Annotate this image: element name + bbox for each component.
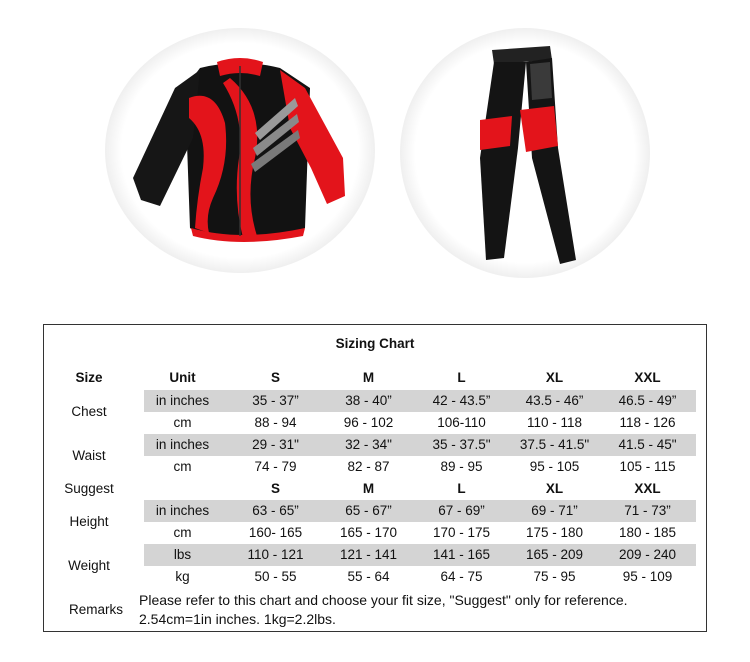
chest-cm-m: 96 - 102 xyxy=(343,415,394,430)
chest-cm-l: 106-110 xyxy=(437,415,486,430)
weight-kg-m: 55 - 64 xyxy=(347,569,390,584)
weight-lbs-s: 110 - 121 xyxy=(247,547,304,562)
weight-lbs-xxl: 209 - 240 xyxy=(618,547,677,562)
cycling-jersey-icon xyxy=(105,28,375,273)
waist-cm-unit: cm xyxy=(173,459,192,474)
jersey-photo xyxy=(105,28,375,273)
chest-inches-unit: in inches xyxy=(155,393,210,408)
suggest-label: Suggest xyxy=(64,481,114,496)
height-cm-unit: cm xyxy=(173,525,192,540)
chest-inches-s: 35 - 37” xyxy=(252,393,299,408)
height-inches-s: 63 - 65” xyxy=(252,503,299,518)
sizing-chart xyxy=(43,324,707,632)
waist-inches-xxl: 41.5 - 45" xyxy=(618,437,677,452)
weight-kg-unit: kg xyxy=(175,569,190,584)
height-inches-m: 65 - 67” xyxy=(345,503,392,518)
waist-inches-m: 32 - 34" xyxy=(345,437,392,452)
chest-cm-xxl: 118 - 126 xyxy=(619,415,676,430)
remarks-line-2: 2.54cm=1in inches. 1kg=2.2lbs. xyxy=(139,611,336,627)
weight-lbs-unit: lbs xyxy=(173,547,192,562)
height-inches-unit: in inches xyxy=(155,503,210,518)
remarks-line-1: Please refer to this chart and choose your fit size, "Suggest" only for reference. xyxy=(139,592,628,608)
height-inches-xl: 69 - 71” xyxy=(531,503,578,518)
tights-photo xyxy=(400,28,650,278)
remarks-label: Remarks xyxy=(68,602,123,617)
suggest-size-xl: XL xyxy=(545,481,564,496)
suggest-size-s: S xyxy=(270,481,280,496)
height-label: Height xyxy=(69,514,109,529)
weight-kg-xl: 75 - 95 xyxy=(533,569,576,584)
weight-lbs-xl: 165 - 209 xyxy=(525,547,584,562)
waist-inches-s: 29 - 31" xyxy=(252,437,299,452)
chest-inches-m: 38 - 40” xyxy=(345,393,392,408)
weight-kg-s: 50 - 55 xyxy=(254,569,297,584)
header-size-s: S xyxy=(270,370,280,385)
header-size-xl: XL xyxy=(545,370,564,385)
chart-title: Sizing Chart xyxy=(335,336,415,351)
height-inches-xxl: 71 - 73” xyxy=(624,503,671,518)
waist-inches-l: 35 - 37.5" xyxy=(432,437,491,452)
height-cm-l: 170 - 175 xyxy=(432,525,491,540)
header-unit: Unit xyxy=(169,370,196,385)
height-cm-m: 165 - 170 xyxy=(339,525,398,540)
height-cm-xl: 175 - 180 xyxy=(525,525,584,540)
waist-cm-xxl: 105 - 115 xyxy=(619,459,676,474)
waist-cm-m: 82 - 87 xyxy=(347,459,390,474)
header-size-xxl: XXL xyxy=(634,370,661,385)
header-size-m: M xyxy=(362,370,375,385)
weight-label: Weight xyxy=(68,558,110,573)
chest-inches-xl: 43.5 - 46” xyxy=(525,393,584,408)
weight-kg-l: 64 - 75 xyxy=(440,569,483,584)
chest-label: Chest xyxy=(71,404,107,419)
waist-inches-xl: 37.5 - 41.5" xyxy=(519,437,590,452)
chest-inches-xxl: 46.5 - 49” xyxy=(618,393,677,408)
header-size-l: L xyxy=(457,370,466,385)
suggest-size-m: M xyxy=(362,481,375,496)
weight-lbs-m: 121 - 141 xyxy=(339,547,398,562)
chest-cm-s: 88 - 94 xyxy=(254,415,297,430)
remarks-text xyxy=(139,591,699,629)
waist-cm-xl: 95 - 105 xyxy=(529,459,580,474)
chest-cm-unit: cm xyxy=(173,415,192,430)
weight-kg-xxl: 95 - 109 xyxy=(622,569,673,584)
waist-cm-s: 74 - 79 xyxy=(254,459,297,474)
suggest-size-l: L xyxy=(457,481,466,496)
waist-label: Waist xyxy=(72,448,106,463)
chest-inches-l: 42 - 43.5” xyxy=(432,393,491,408)
suggest-size-xxl: XXL xyxy=(634,481,661,496)
cycling-tights-icon xyxy=(400,28,650,278)
height-cm-s: 160- 165 xyxy=(248,525,303,540)
chest-cm-xl: 110 - 118 xyxy=(526,415,583,430)
waist-cm-l: 89 - 95 xyxy=(440,459,483,474)
height-inches-l: 67 - 69” xyxy=(438,503,485,518)
header-size: Size xyxy=(75,370,103,385)
waist-inches-unit: in inches xyxy=(155,437,210,452)
height-cm-xxl: 180 - 185 xyxy=(618,525,677,540)
weight-lbs-l: 141 - 165 xyxy=(432,547,491,562)
